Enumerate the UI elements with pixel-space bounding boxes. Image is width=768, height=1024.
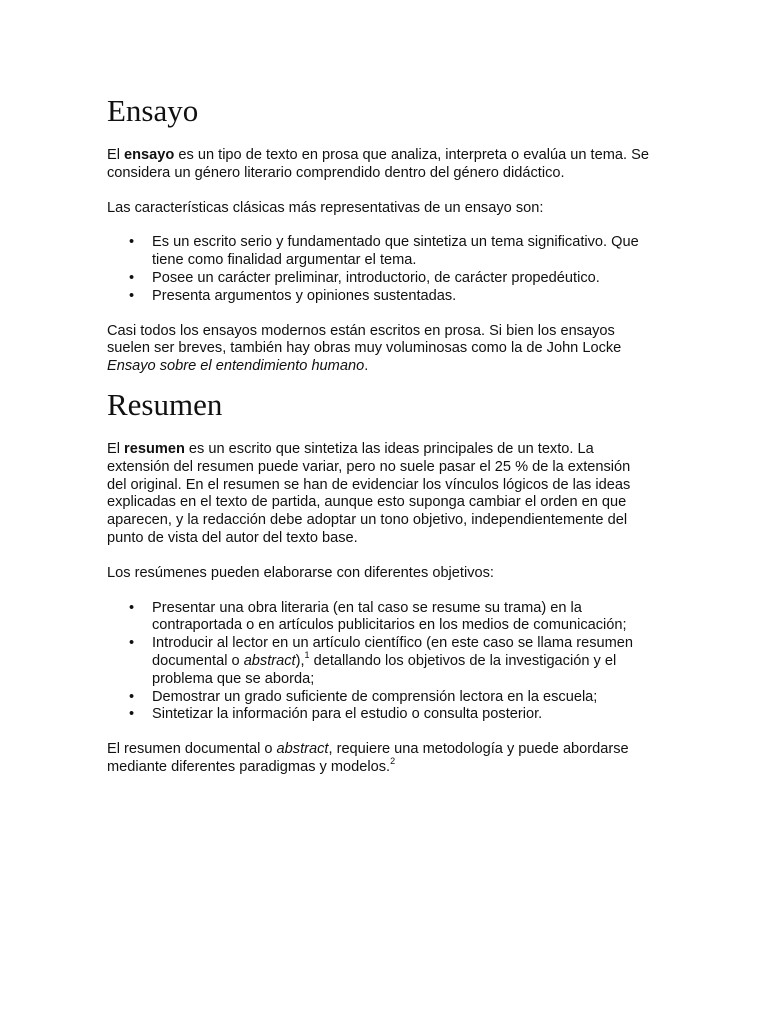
resumen-lead-paragraph: Los resúmenes pueden elaborarse con diferentes objetivos:	[107, 564, 494, 581]
list-item: • Sintetizar la información para el estudio o consulta posterior.	[152, 706, 652, 724]
resumen-intro-paragraph: El resumen es un escrito que sintetiza las ideas principales de un texto. La extensión del resumen puede variar, pero no suele pasar el 25 % de la extensión del original. En el resumen se han de evidenciar los vínculos lógicos de las ideas explicadas en el texto de partida, aunque esto suponga cambiar el orden en que aparecen, y la redacción debe adoptar un tono objetivo, independientemente del punto de vista del autor del texto base.	[107, 440, 631, 546]
document-body	[107, 92, 652, 777]
list-item: • Introducir al lector en un artículo científico (en este caso se llama resumen documental o abstract),$^1$ detallando los objetivos de la investigación y el problema que se aborda;	[152, 635, 652, 688]
book-title: Ensayo sobre el entendimiento humano	[107, 358, 365, 375]
resumen-closing-paragraph: El resumen documental o abstract, requiere una metodología y puede abordarse mediante diferentes paradigmas y modelos.$^2$	[107, 741, 629, 775]
ensayo-intro-paragraph: El ensayo es un tipo de texto en prosa que analiza, interpreta o evalúa un tema. Se considera un género literario comprendido dentro del género didáctico.	[107, 147, 649, 181]
list-item: • Presenta argumentos y opiniones sustentadas.	[152, 288, 652, 306]
list-item: • Posee un carácter preliminar, introductorio, de carácter propedéutico.	[152, 270, 652, 288]
resumen-heading: Resumen	[107, 386, 223, 422]
footnote-ref-1: 1	[304, 650, 310, 661]
ensayo-lead-paragraph: Las características clásicas más representativas de un ensayo son:	[107, 199, 544, 216]
resumen-term: resumen	[124, 440, 185, 457]
ensayo-term: ensayo	[124, 147, 175, 163]
list-item: • Presentar una obra literaria (en tal caso se resume su trama) en la contraportada o en artículos publicitarios en los medios de comunicación;	[152, 600, 652, 636]
list-item: • Es un escrito serio y fundamentado que sintetiza un tema significativo. Que tiene como finalidad argumentar el tema.	[152, 234, 652, 270]
ensayo-closing-paragraph: Casi todos los ensayos modernos están escritos en prosa. Si bien los ensayos suelen ser breves, también hay obras muy voluminosas como la de John Locke Ensayo sobre el entendimiento humano.	[107, 322, 622, 375]
resumen-objectives-list	[107, 600, 652, 725]
ensayo-heading: Ensayo	[107, 93, 199, 128]
ensayo-characteristics-list	[107, 234, 652, 305]
list-item: • Demostrar un grado suficiente de comprensión lectora en la escuela;	[152, 689, 652, 707]
footnote-ref-2: 2	[390, 756, 396, 767]
